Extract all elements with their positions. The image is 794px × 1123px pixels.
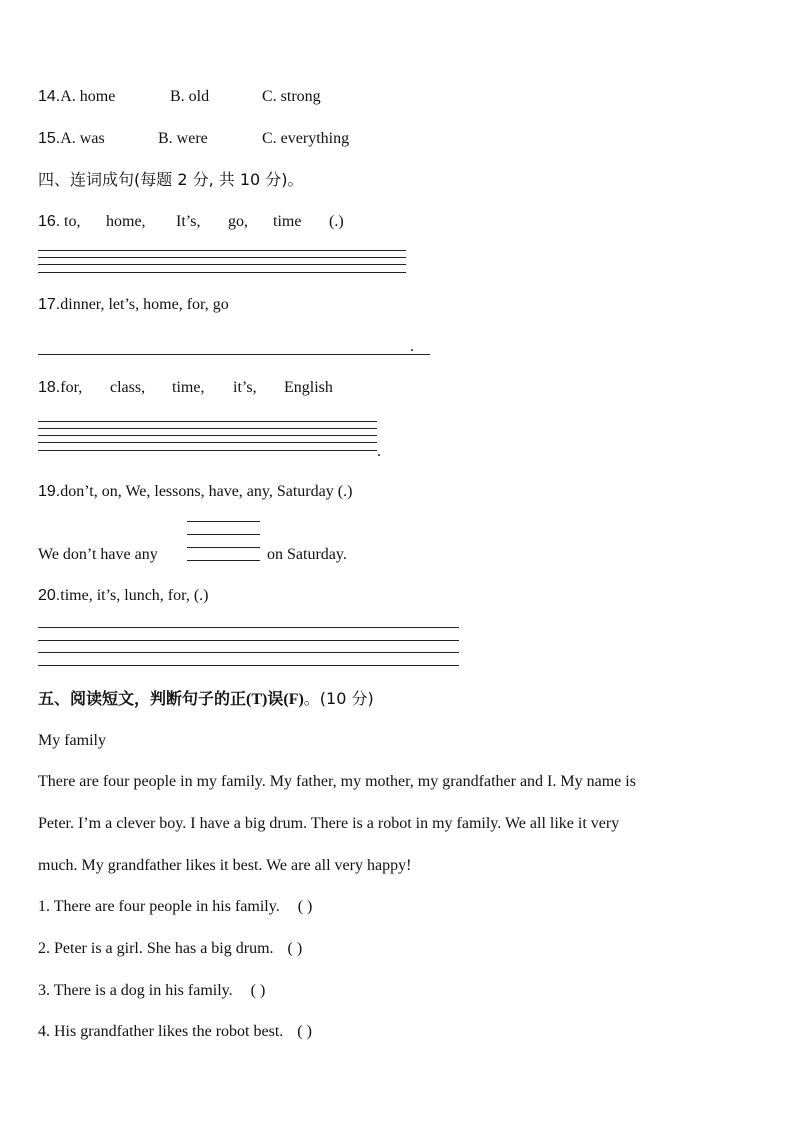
question-14 [38,87,115,107]
sentence-suffix: on Saturday. [267,546,347,563]
word-1: for, [60,379,83,396]
question-number: 17. [38,296,61,313]
question-words: time, it’s, lunch, for, (.) [60,587,209,604]
heading-score: 。(10 分) [303,689,374,708]
question-16 [38,212,60,232]
word-2: home, [106,213,146,230]
option-b: B. old [170,88,210,105]
word-3: time, [172,379,205,396]
statement-text: 2. Peter is a girl. She has a big drum. [38,940,274,957]
sentence-prefix: We don’t have any [38,546,158,563]
end-punctuation: . [377,443,381,460]
answer-line[interactable] [38,442,377,443]
answer-line[interactable] [38,450,377,451]
question-number: 16. [38,213,61,230]
answer-line[interactable] [38,627,459,628]
option-c: C. everything [262,130,350,147]
question-number: 14. [38,88,61,105]
word-5: time [273,213,302,230]
answer-line[interactable] [38,652,459,653]
answer-line[interactable] [187,547,260,548]
passage-title: My family [38,732,106,749]
end-punctuation: . [410,338,414,355]
option-c: C. strong [262,88,321,105]
answer-blank[interactable]: ( ) [250,982,266,999]
question-17 [38,295,229,315]
answer-line[interactable] [38,257,406,258]
answer-line[interactable] [38,435,377,436]
heading-text: 五、阅读短文，判断句子的正 [38,689,247,708]
word-4: it’s, [233,379,257,396]
statement-text: 1. There are four people in his family. [38,898,280,915]
question-words: don’t, on, We, lessons, have, any, Saturday (.) [60,483,353,500]
answer-line[interactable] [38,665,459,666]
answer-line[interactable] [38,428,377,429]
word-6: (.) [329,213,344,230]
statement-text: 3. There is a dog in his family. [38,982,233,999]
passage-line-1: There are four people in my family. My father, my mother, my grandfather and I. My name is [38,773,636,790]
option-a: A. home [60,88,116,105]
section-5-heading [38,689,374,710]
answer-line[interactable] [38,640,459,641]
answer-blank[interactable]: ( ) [287,940,303,957]
answer-line[interactable] [38,354,430,355]
answer-line[interactable] [38,250,406,251]
question-20 [38,586,208,606]
question-words: dinner, let’s, home, for, go [60,296,229,313]
statement-4 [38,1023,312,1041]
statement-1 [38,898,312,916]
word-2: class, [110,379,146,396]
statement-3 [38,982,265,1000]
answer-line[interactable] [38,264,406,265]
option-a: A. was [60,130,105,147]
true-marker: (T) [246,691,268,708]
question-number: 19. [38,483,61,500]
heading-text: 误 [267,689,284,708]
word-3: It’s, [176,213,201,230]
answer-line[interactable] [187,560,260,561]
passage-line-3: much. My grandfather likes it best. We are all very happy! [38,857,412,874]
passage-line-2: Peter. I’m a clever boy. I have a big drum. There is a robot in my family. We all like it very [38,815,620,832]
answer-line[interactable] [38,421,377,422]
question-number: 15. [38,130,61,147]
answer-line[interactable] [38,272,406,273]
answer-line[interactable] [187,521,260,522]
word-4: go, [228,213,248,230]
false-marker: (F) [283,691,304,708]
option-b: B. were [158,130,208,147]
question-number: 18. [38,379,61,396]
answer-line[interactable] [187,534,260,535]
word-5: English [284,379,333,396]
question-15 [38,129,105,149]
question-number: 20. [38,587,61,604]
answer-blank[interactable]: ( ) [297,1023,312,1040]
statement-2 [38,940,302,958]
word-1: to, [64,213,81,230]
answer-blank[interactable]: ( ) [297,898,313,915]
question-19 [38,482,352,502]
section-4-heading: 四、连词成句(每题 2 分, 共 10 分)。 [38,170,304,189]
question-18 [38,378,82,398]
statement-text: 4. His grandfather likes the robot best. [38,1023,284,1040]
